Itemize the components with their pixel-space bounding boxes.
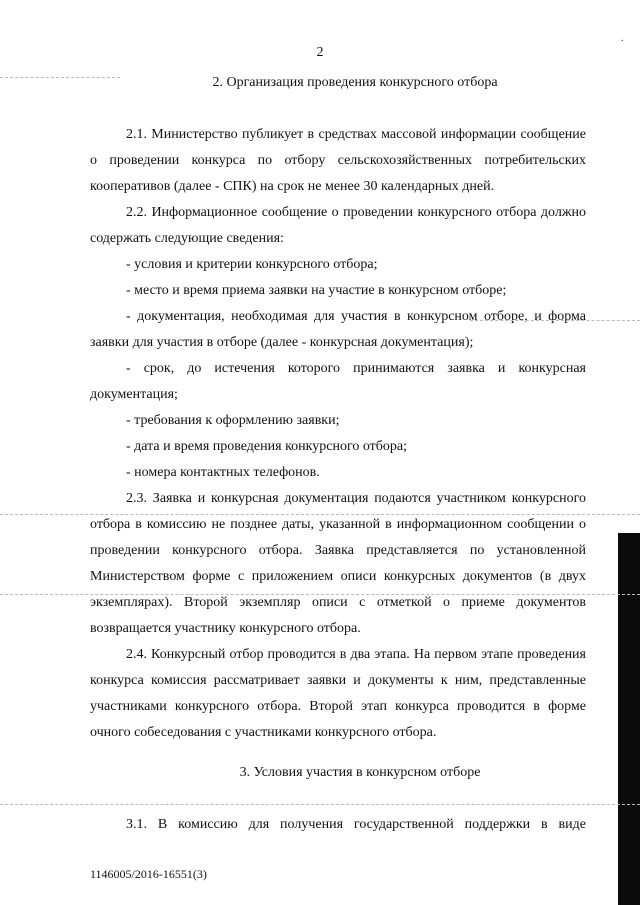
scan-edge-shadow — [618, 533, 640, 905]
list-item: - документация, необходимая для участия в конкурсном отборе, и форма заявки для участия в отборе (далее - конкурсная документация); — [90, 309, 586, 350]
list-item: - срок, до истечения которого принимаются заявка и конкурсная документация; — [90, 361, 586, 402]
section-3-heading: 3. Условия участия в конкурсном отборе — [239, 765, 481, 780]
corner-mark: · — [620, 36, 624, 47]
section-2-heading: 2. Организация проведения конкурсного отбора — [212, 75, 498, 90]
section-2-body — [90, 122, 586, 746]
document-footer-id: 1146005/2016-16551(3) — [90, 867, 207, 881]
list-item: - место и время приема заявки на участие в конкурсном отборе; — [126, 283, 507, 298]
scan-artifact-line — [470, 320, 640, 321]
paragraph: 2.2. Информационное сообщение о проведении конкурсного отбора должно содержать следующие сведения: — [90, 205, 586, 246]
paragraph: 2.3. Заявка и конкурсная документация подаются участником конкурсного отбора в комиссию не позднее даты, указанной в информационном сообщении о проведении конкурсного отбора. Заявка представляется по установленной Министерством форме с приложением описи конкурсных документов (в двух экземплярах). Второй экземпляр описи с отметкой о приеме документов возвращается участнику конкурсного отбора. — [90, 491, 586, 636]
paragraph: 2.4. Конкурсный отбор проводится в два этапа. На первом этапе проведения конкурса комиссия рассматривает заявки и документы к ним, представленные участниками конкурсного отбора. Второй этап конкурса проводится в форме очного собеседования с участниками конкурсного отбора. — [90, 647, 586, 740]
list-item: - условия и критерии конкурсного отбора; — [126, 257, 378, 272]
page-number: 2 — [316, 45, 324, 60]
scan-artifact-line — [0, 77, 120, 78]
list-item: - требования к оформлению заявки; — [126, 413, 340, 428]
scan-artifact-line — [0, 514, 640, 515]
scan-artifact-line — [0, 594, 640, 595]
list-item: - номера контактных телефонов. — [126, 465, 320, 480]
scan-artifact-line — [0, 804, 640, 805]
list-item: - дата и время проведения конкурсного отбора; — [126, 439, 408, 454]
section-3-first-line: 3.1. В комиссию для получения государственной поддержки в виде — [126, 817, 586, 832]
paragraph: 2.1. Министерство публикует в средствах массовой информации сообщение о проведении конкурса по отбору сельскохозяйственных потребительских кооперативов (далее - СПК) на срок не менее 30 календарных дней. — [90, 127, 586, 194]
